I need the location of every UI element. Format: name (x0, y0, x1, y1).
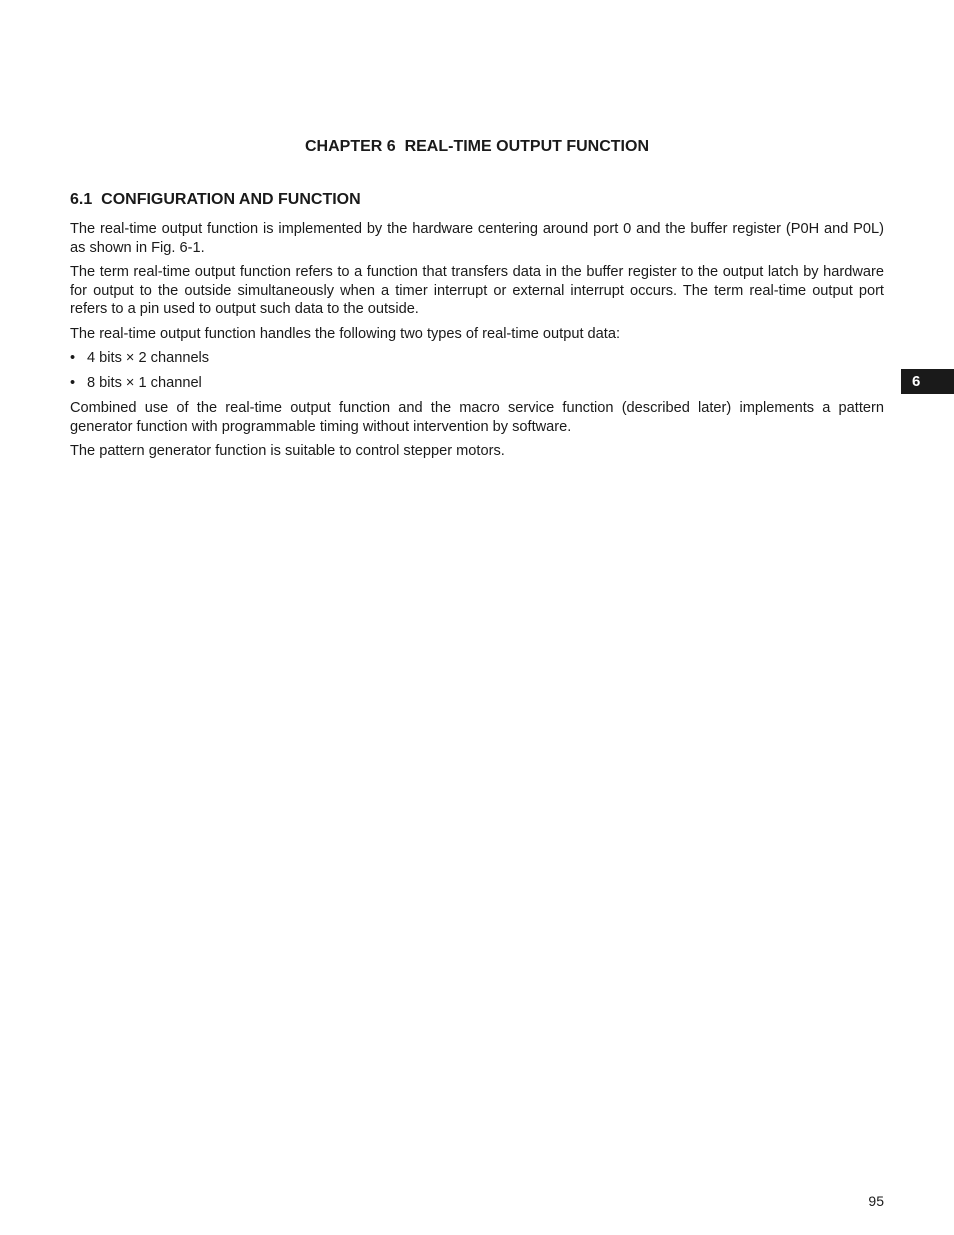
list-item: • 8 bits × 1 channel (70, 374, 884, 393)
paragraph-definition: The term real-time output function refers to a function that transfers data in the buffer register to the output latch by hardware for output to the outside simultaneously when a timer interrupt or external interrupt occurs. The term real-time output port refers to a pin used to output such data to the outside. (70, 264, 884, 317)
list-item: • 4 bits × 2 channels (70, 349, 884, 368)
paragraph-stepper-motors: The pattern generator function is suitable to control stepper motors. (70, 443, 505, 459)
paragraph-data-types: The real-time output function handles the following two types of real-time output data: (70, 325, 621, 342)
section-body (70, 220, 884, 467)
page-number: 95 (868, 1193, 884, 1209)
data-type-list (70, 349, 884, 393)
section-heading: 6.1 CONFIGURATION AND FUNCTION (70, 191, 361, 208)
paragraph-pattern-generator: Combined use of the real-time output function and the macro service function (described later) implements a pattern generator function with programmable timing without intervention by software. (70, 400, 884, 435)
chapter-tab: 6 (901, 369, 954, 394)
paragraph-intro: The real-time output function is implemented by the hardware centering around port 0 and the buffer register (P0H and P0L) as shown in Fig. 6-1. (70, 221, 884, 256)
chapter-title: CHAPTER 6 REAL-TIME OUTPUT FUNCTION (305, 138, 649, 155)
